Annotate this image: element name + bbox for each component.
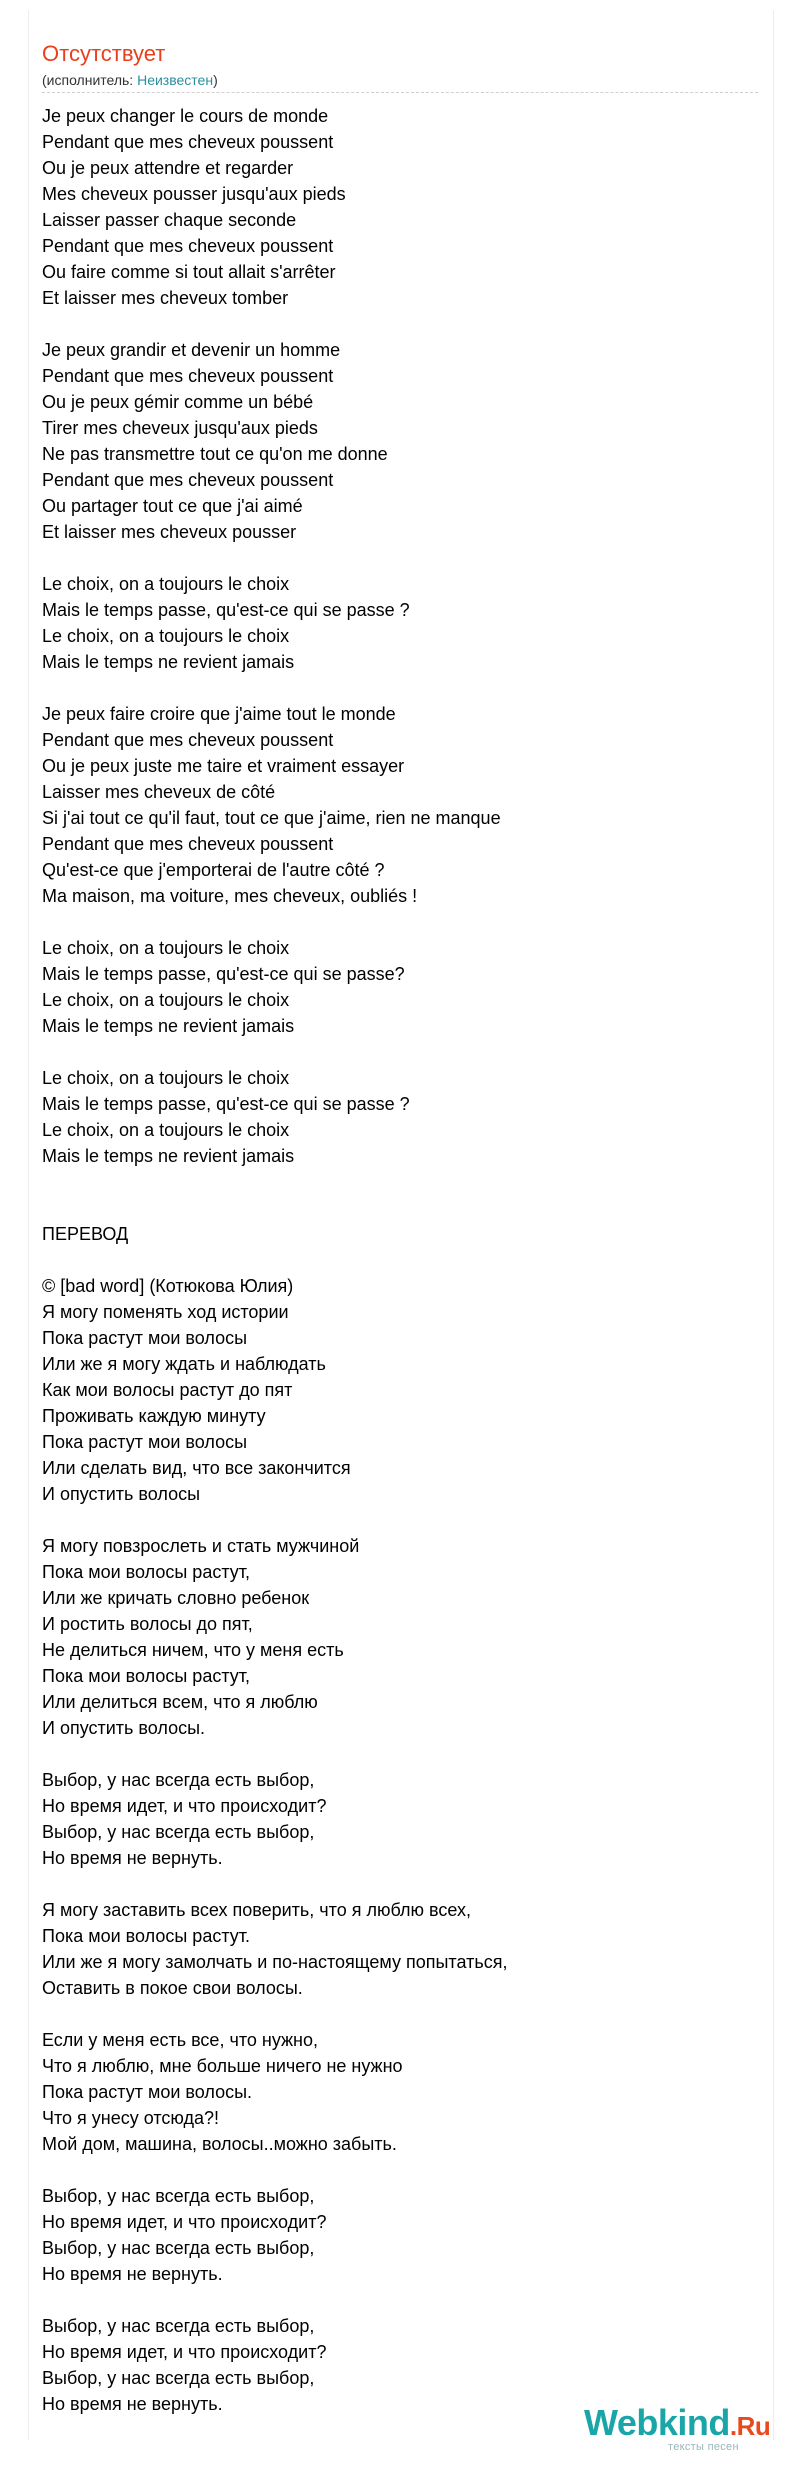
stanza <box>42 1533 762 1741</box>
lyric-line: Mais le temps ne revient jamais <box>42 1146 295 1166</box>
lyric-line: Но время идет, и что происходит? <box>42 2342 327 2362</box>
lyric-line: Не делиться ничем, что у меня есть <box>42 1640 344 1660</box>
lyric-line: Pendant que mes cheveux poussent <box>42 236 334 256</box>
translation-heading-block <box>42 1221 762 1247</box>
artist-suffix: ) <box>213 72 218 88</box>
lyric-line: Выбор, у нас всегда есть выбор, <box>42 2186 315 2206</box>
lyric-line: Je peux grandir et devenir un homme <box>42 340 341 360</box>
stanza <box>42 2027 762 2157</box>
lyric-line: Как мои волосы растут до пят <box>42 1380 293 1400</box>
logo-kind: kind <box>657 2402 730 2443</box>
lyric-line: Mes cheveux pousser jusqu'aux pieds <box>42 184 346 204</box>
lyric-line: Le choix, on a toujours le choix <box>42 990 290 1010</box>
lyric-line: Выбор, у нас всегда есть выбор, <box>42 2368 315 2388</box>
lyric-line: Что я унесу отсюда?! <box>42 2108 220 2128</box>
logo-web: Web <box>584 2402 658 2443</box>
stanza <box>42 935 762 1039</box>
lyric-line: Laisser mes cheveux de côté <box>42 782 276 802</box>
lyric-line: Но время идет, и что происходит? <box>42 2212 327 2232</box>
translation-heading: ПЕРЕВОД <box>42 1224 129 1244</box>
lyric-line: Ou partager tout ce que j'ai aimé <box>42 496 303 516</box>
lyric-line: Я могу поменять ход истории <box>42 1302 289 1322</box>
stanza <box>42 1065 762 1169</box>
logo-wordmark <box>584 2403 770 2446</box>
lyric-line: Или же я могу замолчать и по-настоящему попытаться, <box>42 1952 508 1972</box>
lyric-line: Pendant que mes cheveux poussent <box>42 730 334 750</box>
lyric-line: Le choix, on a toujours le choix <box>42 626 290 646</box>
lyric-line: Я могу повзрослеть и стать мужчиной <box>42 1536 360 1556</box>
lyric-line: Пока растут мои волосы. <box>42 2082 253 2102</box>
lyric-line: Выбор, у нас всегда есть выбор, <box>42 1770 315 1790</box>
lyric-line: Mais le temps ne revient jamais <box>42 1016 295 1036</box>
lyric-line: Ou je peux attendre et regarder <box>42 158 294 178</box>
lyric-line: Pendant que mes cheveux poussent <box>42 470 334 490</box>
lyric-line: Ne pas transmettre tout ce qu'on me donne <box>42 444 388 464</box>
lyric-line: Mais le temps ne revient jamais <box>42 652 295 672</box>
lyric-line: Оставить в покое свои волосы. <box>42 1978 303 1998</box>
lyric-line: Ou faire comme si tout allait s'arrêter <box>42 262 336 282</box>
lyric-line: Проживать каждую минуту <box>42 1406 266 1426</box>
lyric-line: Et laisser mes cheveux tomber <box>42 288 289 308</box>
stanza <box>42 1767 762 1871</box>
lyric-line: Пока мои волосы растут, <box>42 1562 251 1582</box>
lyric-line: Le choix, on a toujours le choix <box>42 574 290 594</box>
lyric-line: Выбор, у нас всегда есть выбор, <box>42 2316 315 2336</box>
lyric-line: Tirer mes cheveux jusqu'aux pieds <box>42 418 318 438</box>
translated-lyrics <box>42 1273 762 2417</box>
lyric-line: И ростить волосы до пят, <box>42 1614 253 1634</box>
title-divider <box>42 92 758 93</box>
stanza <box>42 103 762 311</box>
lyric-line: Le choix, on a toujours le choix <box>42 938 290 958</box>
lyric-line: Или же я могу ждать и наблюдать <box>42 1354 326 1374</box>
lyric-line: Pendant que mes cheveux poussent <box>42 366 334 386</box>
lyric-line: Je peux faire croire que j'aime tout le monde <box>42 704 396 724</box>
lyric-line: Но время не вернуть. <box>42 2394 223 2414</box>
lyric-line: Что я люблю, мне больше ничего не нужно <box>42 2056 403 2076</box>
song-title: Отсутствует <box>42 41 166 66</box>
lyric-line: Мой дом, машина, волосы..можно забыть. <box>42 2134 397 2154</box>
lyric-line: Или сделать вид, что все закончится <box>42 1458 351 1478</box>
lyric-line: Ou je peux gémir comme un bébé <box>42 392 314 412</box>
logo-ru: .Ru <box>729 2411 771 2441</box>
lyric-line: Но время идет, и что происходит? <box>42 1796 327 1816</box>
lyric-line: Mais le temps passe, qu'est-ce qui se passe ? <box>42 1094 410 1114</box>
lyric-line: Или же кричать словно ребенок <box>42 1588 310 1608</box>
lyric-line: Выбор, у нас всегда есть выбор, <box>42 1822 315 1842</box>
lyric-line: Et laisser mes cheveux pousser <box>42 522 297 542</box>
stanza <box>42 2183 762 2287</box>
original-lyrics <box>42 103 762 1169</box>
lyric-line: Пока растут мои волосы <box>42 1328 248 1348</box>
artist-prefix: (исполнитель: <box>42 72 138 88</box>
lyric-line: Я могу заставить всех поверить, что я люблю всех, <box>42 1900 471 1920</box>
stanza <box>42 1897 762 2001</box>
lyric-line: Pendant que mes cheveux poussent <box>42 132 334 152</box>
lyric-line: Выбор, у нас всегда есть выбор, <box>42 2238 315 2258</box>
logo-tagline: тексты песен <box>668 2441 739 2453</box>
lyric-line: Пока мои волосы растут. <box>42 1926 251 1946</box>
lyric-line: © [bad word] (Котюкова Юлия) <box>42 1276 294 1296</box>
lyric-line: Пока растут мои волосы <box>42 1432 248 1452</box>
lyric-line: Если у меня есть все, что нужно, <box>42 2030 319 2050</box>
lyric-line: Mais le temps passe, qu'est-ce qui se passe? <box>42 964 405 984</box>
lyric-line: Le choix, on a toujours le choix <box>42 1120 290 1140</box>
lyric-line: Ma maison, ma voiture, mes cheveux, oubliés ! <box>42 886 418 906</box>
lyric-line: Je peux changer le cours de monde <box>42 106 329 126</box>
webkind-logo[interactable] <box>584 2403 784 2455</box>
lyric-line: Но время не вернуть. <box>42 1848 223 1868</box>
lyric-line: Mais le temps passe, qu'est-ce qui se passe ? <box>42 600 410 620</box>
stanza <box>42 1273 762 1507</box>
artist-line <box>42 71 218 89</box>
lyric-line: Pendant que mes cheveux poussent <box>42 834 334 854</box>
lyric-line: Qu'est-ce que j'emporterai de l'autre côté ? <box>42 860 385 880</box>
stanza <box>42 571 762 675</box>
lyric-line: Или делиться всем, что я люблю <box>42 1692 318 1712</box>
stanza <box>42 337 762 545</box>
lyric-line: Si j'ai tout ce qu'il faut, tout ce que j'aime, rien ne manque <box>42 808 501 828</box>
lyric-line: Laisser passer chaque seconde <box>42 210 297 230</box>
lyrics-body <box>42 103 762 2443</box>
lyric-line: Но время не вернуть. <box>42 2264 223 2284</box>
lyric-line: И опустить волосы <box>42 1484 201 1504</box>
stanza <box>42 701 762 909</box>
lyric-line: Le choix, on a toujours le choix <box>42 1068 290 1088</box>
lyric-line: Пока мои волосы растут, <box>42 1666 251 1686</box>
lyric-line: Ou je peux juste me taire et vraiment essayer <box>42 756 405 776</box>
lyric-line: И опустить волосы. <box>42 1718 206 1738</box>
artist-link[interactable]: Неизвестен <box>137 72 214 88</box>
